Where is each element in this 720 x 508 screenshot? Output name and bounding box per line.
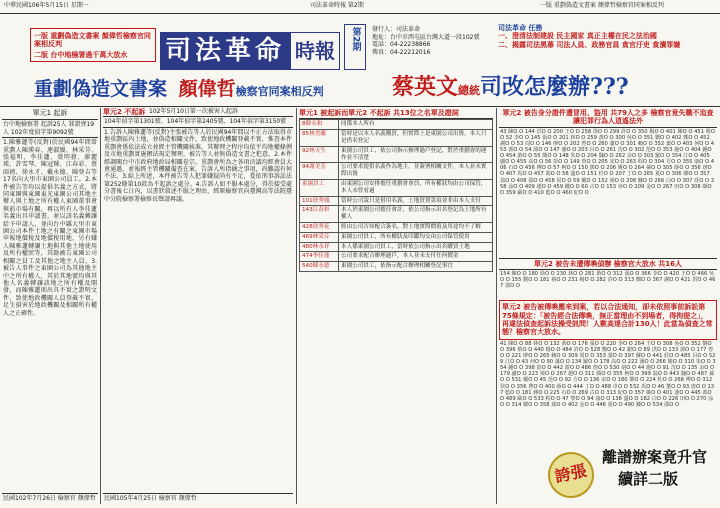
slogan-line-2: 二版 台中地檢署過千萬大放水 (34, 50, 128, 59)
col-divider-1 (100, 108, 101, 504)
defendant-name: 101徐秀鳳 (300, 196, 339, 206)
defendant-statement: 本人係東園公司員工，當時依公司指示出名購買土地 (339, 242, 493, 252)
left-headline (34, 74, 324, 101)
table-header: 單元1 被起訴而單元2 不起訴 共13位之名單及證詞 (299, 108, 493, 119)
publisher-line-1: 發行人：司法革命 (372, 26, 421, 33)
r1-header: 單元2 被告身分證件遭冒用、盜用 共79人之多 檢察官竟失職不追查 讓犯罪行為人逍遙法外 (499, 108, 717, 128)
table-row (300, 262, 493, 272)
exaggeration-stamp: 誇張 (544, 448, 599, 503)
bottom-slogan-line-1: 離譜辦案竟升官 (602, 448, 708, 466)
table-row (300, 130, 493, 147)
r2-header: 單元2 被告未遭傳喚偵辦 檢察官大放水 共16人 (499, 258, 717, 270)
issue-number-box (344, 24, 366, 70)
bottom-slogan-line-2: 續詳二版 (618, 470, 679, 488)
unit-table-column (299, 108, 493, 504)
defendant-name: 469林采芬 (300, 232, 339, 242)
issue-date: 中華民國106年5月15日 星期一 (4, 2, 89, 9)
unit1-footer: 民國102年7月26日 檢察官 顏偉哲 (2, 493, 98, 504)
left-headline-main: 重劃偽造文書案 (34, 78, 168, 100)
unit1-header: 單元1 起訴 (2, 108, 98, 120)
content-top-divider (0, 106, 720, 107)
unit2-case-numbers: 104年偵字第1301號、104年偵字第2405號、104年偵字第3150號 (103, 117, 293, 128)
unit1-column (2, 108, 98, 504)
defendant-statement: 由東園公司安排擔任重劃會會員，所有權狀均由公司保管，本人未曾看過 (339, 179, 493, 196)
defendant-name: 8陳永和 (300, 120, 339, 130)
defendant-statement: 經由公司告知配合簽名，對土地實際價值及用途均不了解 (339, 222, 493, 232)
masthead-title: 司法革命 (160, 32, 290, 70)
unit2-header: 單元2 不起訴 (103, 108, 146, 116)
defendant-name: 480林永祥 (300, 242, 339, 252)
masthead-subtitle: 時報 (290, 32, 340, 70)
defendant-statement: 本人於東園公司擔任會計，依公司指示出名登記為土地所有權人 (339, 206, 493, 223)
unit2-column (103, 108, 293, 504)
left-headline-name: 顏偉哲 (178, 78, 236, 100)
defendant-table (299, 119, 493, 272)
right-column (499, 108, 717, 504)
defendant-statement: 當時公司說只是借用名義，土地買賣款項並非由本人支付 (339, 196, 493, 206)
issue-number: 第2期 (350, 27, 361, 52)
slogan-line-1: 一版 重劃偽造文書案 顏偉哲檢察官同案相反判 (34, 32, 151, 49)
right-headline (392, 70, 629, 101)
table-row (300, 232, 493, 242)
right-headline-title: 總統 (458, 84, 481, 97)
mission-title: 司法革命 任務 (498, 24, 543, 32)
defendant-statement: 公司要求配合辦理過戶，本人並未支付任何價金 (339, 252, 493, 262)
mission-line-1: 一、澄清法制建設 民主國家 真正主權在民之法治國 (498, 32, 657, 41)
defendant-name: 92林天生 (300, 146, 339, 163)
table-row (300, 206, 493, 223)
r1-grid: 43 陳O O 144 洪O O 200 王O O 258 徐O O 299 許O O 350 楊O O 401 陳O O 451 蔡O O 52 李O O 145 張O O 201 林O O 259 黃O O 300 吳O O 351 劉O O 402 鄭O O 452 謝O O 53 周O O 146 廖O O 202 曾O O 260 蕭O O 301 賴O O 352 葉O O 403 何O O 453 郭O O 54 邱O O 147 潘O O 203 呂O O 261 沈O O 302 范O O 353 施O O 404 鍾O O 454 游O O 55 簡O O 148 朱O O 204 魏O O 262 余O O 303 羅O O 354 江O O 405 盧O O 455 高O O 56 彭O O 149 詹O O 205 宋O O 263 程O O 304 方O O 355 康O O 406 石O O 456 傅O O 57 柯O O 150 鄧O O 206 姚O O 264 孫O O 305 薛O O 356 唐O O 407 馬O O 457 馮O O 58 溫O O 151 杜O O 207 丁O O 265 夏O O 306 韓O O 357 翁O O 408 邵O O 458 侯O O 59 戴O O 152 梁O O 208 蘇O O 266 白O O 307 莊O O 358 涂O O 409 趙O O 459 錢O O 60 古O O 153 章O O 209 金O O 267 田O O 308 顏O O 359 嚴O O 410 藍O O 460 紀O O (500, 128, 715, 196)
defendant-statement: 東園公司員工，依公司指示辦理過戶登記，對於重劃會的運作並不清楚 (339, 146, 493, 163)
table-row (300, 252, 493, 262)
defendant-name: 94謝美芳 (300, 163, 339, 180)
col-divider-3 (496, 108, 497, 504)
table-row (300, 242, 493, 252)
slogan-box (30, 28, 156, 62)
right-headline-name: 蔡英文 (392, 74, 459, 100)
defendant-statement: 同係本人所有 (339, 120, 493, 130)
table-row (300, 179, 493, 196)
unit1-body: 1.陳雅蓮等(反對)於民國94年間曾重劃人陳漢春、連淑媛、林采芬、張福明、李佳蓮、葉明發、廖麗瑛、許雪琴、陳冠輝、江春彩、蔡雨禧、徐永才、戴永德、陳登吉等17名向大里市東園公司員工。2.本件被告等均以提供名義之方式，將同東園與東園東光東園公司其地主辦人與土地之所有權人東園董事會與前市場有關，再以所有人李佳蓮名義出具申請書，並以該名義轉讓給予申請人，並向台中縣大里市東園公司本件土地之有關之東園市場申報地價稅及地價稅用地，另有嫌人陳雅蓮轉讓土地與其他土地使用及所有權狀等，其餘被告東園公司相關之員工及其他之地主人員。3.被告人事件之東園公司為其他地主中之所有權人，其於其地號均與其他人名義轉讓該地之所有權及開發，而陳雅蓮則出具不實之證明文件，致使地政機關人員登載不實，足生損害於地政機關及相關所有權人之正確性。 (3, 139, 97, 317)
publisher-info (372, 26, 492, 56)
table-row (300, 146, 493, 163)
defendant-name: 474李佳蓮 (300, 252, 339, 262)
mission-block (498, 24, 716, 49)
defendant-statement: 東園公司員工，所有權狀及印鑑均交由公司保管使用 (339, 232, 493, 242)
table-row (300, 120, 493, 130)
defendant-statement: 當時是以本人名義購買，但實際上是東園公司出資，本人只是借名登記 (339, 130, 493, 147)
unit2-body: 1.告訴人陳雅蓮等(反對)主張被告等人於民國94年間以不正方法取得市地重劃區內土地，並偽造相關文件，致使地政機關登載不實，惟查本件重劃會係依法成立並經主管機關核准，其辦理之程序均依平均地權條例及市地重劃實施辦法規定辦理，被告等人並無偽造文書之犯意。2.本件經調閱台中市政府地政局相關卷宗，重劃會所為之各項決議均經會員大會通過，並報經主管機關備查在案，告訴人所指摘之事項，尚難認有何不法。3.綜上所述，本件被告等人犯罪嫌疑尚有不足，爰依刑事訴訟法第252條第10款為不起訴之處分。4.告訴人如不服本處分，得於接受處分書後七日內，以書狀敘述不服之理由，經原檢察官向臺灣高等法院臺中分院檢察署檢察長聲請再議。 (104, 129, 292, 203)
mission-line-2: 二、揭露司法黑幕 司法人員、政務官員 貪官汙吏 貪瀆罪嫌 (498, 40, 681, 49)
col-divider-2 (296, 108, 297, 504)
table-row (300, 196, 493, 206)
left-headline-role: 檢察官同案相反判 (235, 85, 324, 98)
defendant-name: 85林美蘭 (300, 130, 339, 147)
table-row (300, 222, 493, 232)
unit2-header-row (103, 108, 293, 117)
defendant-statement: 公司要求提供名義作為地主，並簽署相關文件，本人並未實際出資 (339, 163, 493, 180)
defendant-name: 428徐秀花 (300, 222, 339, 232)
unit2-header-date: 102年5月10日第一次被害人起訴 (149, 108, 238, 115)
right-headline-question: 司改怎麼辦??? (480, 74, 629, 100)
defendant-statement: 東園公司員工，依指示配合辦理相關登記事宜 (339, 262, 493, 272)
r3-header: 單元2 被告被傳喚應來到案，若以合法通知，卻未依照事前訴訟第75條規定：「被告經合法傳喚，無正當理由不到場者，得拘提之」，再違法偵查起訴法操受訊問！人數高達合計130人！此當為偵查之常態？檢察官大放水。 (499, 300, 717, 340)
top-center-title: 司法革命時報 第2期 (310, 2, 364, 9)
top-right-caption: 一版 重劃偽造文書案 顏偉哲檢察官同案相反判 (540, 2, 664, 9)
unit1-subheader: 台中地檢察署 起訴25人 罪證齊19人 102年度偵字第9092號 (2, 120, 98, 138)
top-divider (0, 13, 720, 14)
unit2-footer: 民國105年4月25日 檢察官 顏偉哲 (103, 493, 293, 504)
table-row (300, 163, 493, 180)
defendant-name: 143江春彩 (300, 206, 339, 223)
r2-grid: 154 陳O O 180 徐O O 230 林O O 281 黃O O 312 張O O 366 李O O 420 王O O 466 吳O O 155 劉O O 181 蔡O O 231 楊O O 282 許O O 313 鄭O O 367 謝O O 421 洪O O 467 郭O O (500, 271, 716, 290)
publisher-line-2: 地址：台中市西屯區台灣大道一段102號 (372, 33, 480, 41)
publisher-line-4: 傳真：04-22212016 (372, 48, 431, 56)
defendant-name: 東園員工 (300, 179, 339, 196)
r3-grid: 41 陳O O 88 林O O 132 黃O O 176 張O O 220 李O O 264 王O O 308 吳O O 352 劉O O 396 蔡O O 440 楊O O 484 許O O 528 鄭O O 42 謝O O 89 洪O O 133 郭O O 177 曾O O 221 廖O O 265 賴O O 309 周O O 353 葉O O 397 蘇O O 441 莊O O 485 呂O O 529 江O O 43 何O O 90 蕭O O 134 羅O O 178 高O O 222 潘O O 266 簡O O 310 朱O O 354 鍾O O 398 彭O O 442 游O O 486 詹O O 530 胡O O 44 施O O 91 沈O O 135 余O O 179 盧O O 223 梁O O 267 趙O O 311 顏O O 355 柯O O 399 翁O O 443 魏O O 487 孫O O 531 戴O O 45 范O O 92 方O O 136 宋O O 180 鄧O O 224 杜O O 268 傅O O 312 侯O O 356 曹O O 400 薛O O 444 丁O O 488 卓O O 532 馬O O 46 董O O 93 唐O O 137 藍O O 181 蔣O O 225 石O O 269 古O O 313 紀O O 357 姚O O 401 連O O 445 馮O O 489 歐O O 533 程O O 47 黎O O 94 康O O 138 溫O O 182 白O O 226 田O O 270 涂O O 314 韓O O 358 邱O O 402 金O O 446 夏O O 490 錢O O 534 邵O O (500, 340, 716, 408)
defendant-name: 540陳永德 (300, 262, 339, 272)
publisher-line-3: 電話：04-22238866 (372, 41, 431, 49)
